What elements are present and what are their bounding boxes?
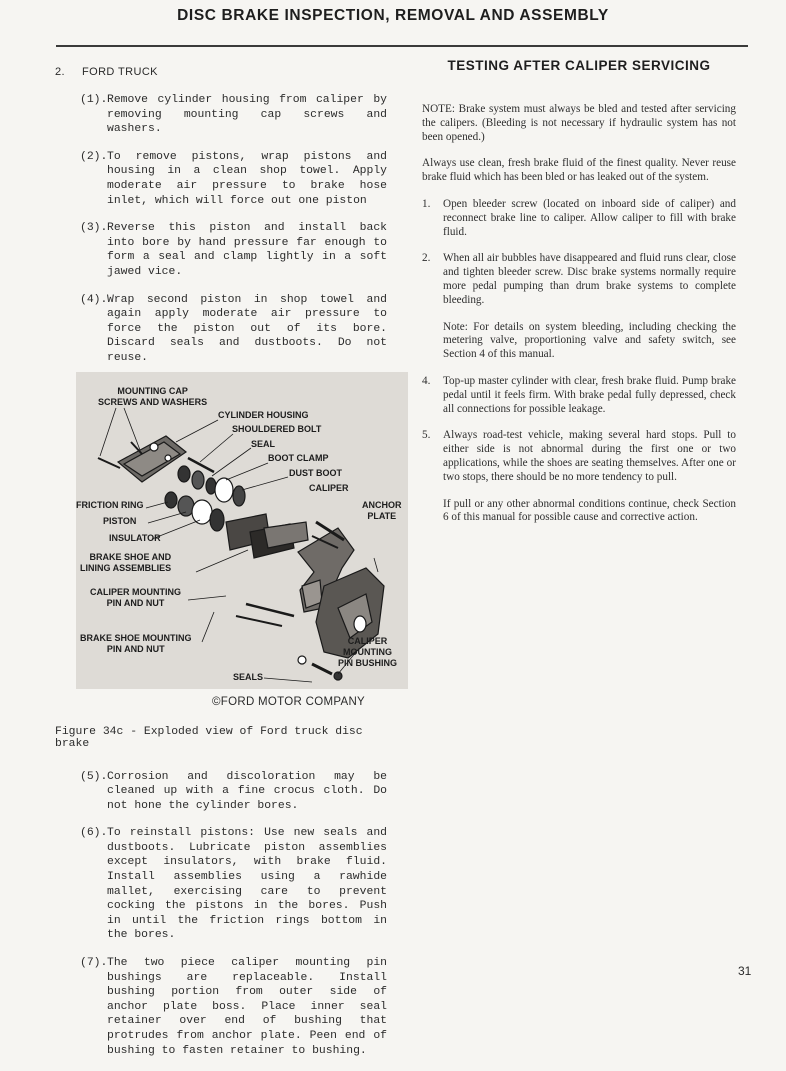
step-number: (6). — [80, 827, 108, 840]
step-item — [55, 93, 387, 137]
label-piston: PISTON — [103, 515, 137, 526]
label-shouldered-bolt: SHOULDERED BOLT — [232, 423, 322, 434]
test-step-number: 2. — [422, 252, 431, 265]
figure-caption: Figure 34c - Exploded view of Ford truck disc brake — [55, 725, 363, 750]
step-number: (2). — [80, 150, 108, 163]
test-step-text: Open bleeder screw (located on inboard side of caliper) and reconnect brake line to caliper. Allow caliper to fill with brake fluid. — [443, 197, 736, 238]
section-number: 2. — [55, 66, 65, 78]
step-item — [55, 221, 387, 279]
section-title-testing: TESTING AFTER CALIPER SERVICING — [447, 58, 711, 73]
label-cylinder-housing: CYLINDER HOUSING — [218, 409, 309, 420]
step-number: (1). — [80, 94, 108, 106]
step-number: (3). — [80, 222, 108, 235]
label-boot-clamp: BOOT CLAMP — [268, 452, 329, 463]
right-column — [422, 58, 736, 538]
label-anchor-plate: ANCHOR PLATE — [362, 499, 402, 521]
abnormal-conditions-note: If pull or any other abnormal conditions continue, check Section 6 of this manual for possible cause and corrective action. — [443, 497, 736, 524]
label-caliper-mounting-pin-nut: CALIPER MOUNTING PIN AND NUT — [90, 586, 181, 608]
page-title: DISC BRAKE INSPECTION, REMOVAL AND ASSEMBLY — [177, 7, 609, 24]
left-column — [55, 66, 402, 1071]
test-step-text: Always road-test vehicle, making several hard stops. Pull to either side is not abnormal during the first one or two applications, while the shoes are seating themselves. After one or two stops, there should be no more tendency to pull. — [443, 429, 736, 483]
note-paragraph: NOTE: Brake system must always be bled and tested after servicing the calipers. (Bleeding is not necessary if hydraulic system has not been opened.) — [422, 103, 736, 143]
test-step — [422, 252, 736, 307]
step-item — [55, 770, 387, 814]
test-step-text: When all air bubbles have disappeared and fluid runs clear, close and tighten bleeder screw. Disc brake systems normally require more pedal pumping than drum brake systems to complete bleeding. — [443, 252, 736, 306]
step-item — [55, 956, 387, 1058]
step-text: Remove cylinder housing from caliper by removing mounting cap screws and washers. — [107, 94, 387, 136]
page-number: 31 — [738, 964, 752, 978]
label-caliper: CALIPER — [309, 482, 349, 493]
step-text: To reinstall pistons: Use new seals and dustboots. Lubricate piston assemblies except insulators, with brake fluid. Install assemblies using a rawhide mallet, exercising care to prevent cocking the pistons in the bores. Push in until the friction rings bottom in the bores. — [107, 827, 387, 942]
bleeding-note: Note: For details on system bleeding, including checking the metering valve, proportioning valve and safety switch, see Section 4 of this manual. — [443, 320, 736, 361]
label-dust-boot: DUST BOOT — [289, 467, 342, 478]
step-text: Corrosion and discoloration may be cleaned up with a fine crocus cloth. Do not hone the cylinder bores. — [107, 770, 387, 812]
test-step-number: 5. — [422, 429, 431, 442]
step-text: The two piece caliper mounting pin bushings are replaceable. Install bushing portion from outer side of anchor plate boss. Place inner seal retainer over end of bushing that protrudes from anchor plate. Peen end of bushing to fasten retainer to bushing. — [107, 957, 387, 1057]
label-caliper-mounting-pin-bushing: CALIPER MOUNTING PIN BUSHING — [338, 635, 398, 668]
section-title: FORD TRUCK — [82, 66, 158, 78]
label-insulator: INSULATOR — [109, 532, 161, 543]
step-text: Wrap second piston in shop towel and again apply moderate air pressure to force the piston out of its bore. Discard seals and dustboots. Do not reuse. — [107, 293, 387, 364]
exploded-view-figure — [76, 372, 408, 689]
label-friction-ring: FRICTION RING — [76, 499, 144, 510]
step-item — [55, 293, 387, 366]
step-number: (4). — [80, 293, 108, 306]
step-item — [55, 826, 387, 943]
step-text: Reverse this piston and install back into bore by hand pressure far enough to form a seal and clamp lightly in a soft jawed vice. — [107, 222, 387, 278]
test-step — [422, 375, 736, 416]
step-item — [55, 150, 387, 208]
test-step-number: 1. — [422, 197, 431, 210]
section-heading — [55, 66, 387, 78]
test-step-text: Top-up master cylinder with clear, fresh brake fluid. Pump brake pedal until it feels firm. With brake pedal fully depressed, check all connections for possible leakage. — [443, 374, 736, 415]
label-seals: SEALS — [233, 671, 264, 682]
test-step — [422, 429, 736, 484]
label-brake-shoe-lining: BRAKE SHOE AND LINING ASSEMBLIES — [80, 551, 172, 573]
step-number: (7). — [80, 957, 108, 970]
test-step — [422, 198, 736, 239]
fluid-paragraph: Always use clean, fresh brake fluid of the finest quality. Never reuse brake fluid which has been bled or has leaked out of the system. — [422, 157, 736, 184]
test-step-number: 4. — [422, 374, 431, 387]
label-seal: SEAL — [251, 438, 276, 449]
step-text: To remove pistons, wrap pistons and housing in a clean shop towel. Apply moderate air pressure to brake hose inlet, which will force out one piston — [107, 150, 387, 207]
header-rule — [56, 45, 748, 47]
label-brake-shoe-mounting-pin-nut: BRAKE SHOE MOUNTING PIN AND NUT — [80, 632, 192, 654]
label-mounting-cap: MOUNTING CAP SCREWS AND WASHERS — [98, 385, 208, 407]
copyright-line: ©FORD MOTOR COMPANY — [212, 695, 366, 708]
step-number: (5). — [80, 770, 108, 783]
